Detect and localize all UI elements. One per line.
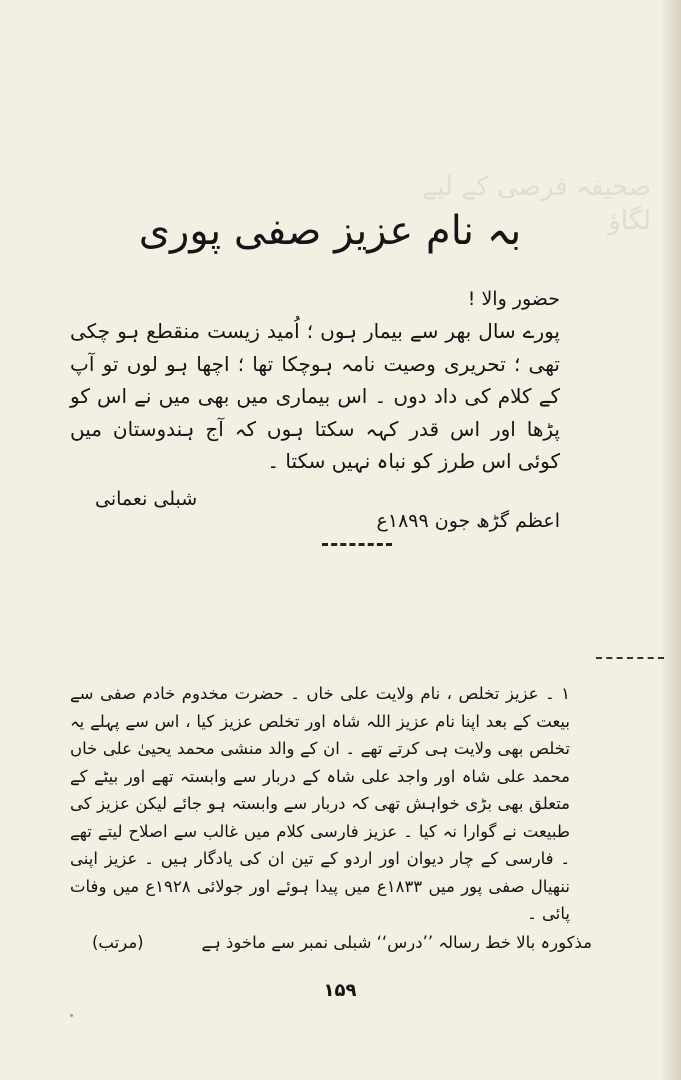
letter-body: پورے سال بھر سے بیمار ہوں ؛ اُمید زیست منقطع ہو چکی تھی ؛ تحریری وصیت نامہ ہوچکا تھا ؛ اچھا ہو لوں تو آپ کے کلام کی داد دوں ۔ اس بیماری میں بھی میں نے اس کو پڑھا اور اس قدر کہہ سکتا ہوں کہ آج ہندوستان میں کوئی اس طرز کو نباہ نہیں سکتا ۔ <box>70 319 560 473</box>
letter-title: بہ نام عزیز صفی پوری <box>138 208 522 254</box>
letter-dateline: اعظم گڑھ جون ۱۸۹۹ع <box>376 510 560 532</box>
letter-signature: شبلی نعمانی <box>95 488 198 510</box>
paper-speck <box>70 1014 73 1017</box>
section-divider <box>322 543 392 546</box>
source-note: مذکورہ بالا خط رسالہ ’’درس‘‘ شبلی نمبر سے ماخوذ ہے <box>201 933 592 952</box>
page-spine-shadow <box>663 0 681 1080</box>
footnote-text: ۱ ۔ عزیز تخلص ، نام ولایت علی خاں ۔ حضرت مخدوم خادم صفی سے بیعت کے بعد اپنا نام عزیز اللہ شاہ اور تخلص عزیز کیا ، اس سے پہلے یہ تخلص بھی ولایت ہی کرتے تھے ۔ ان کے والد منشی محمد یحییٰ علی خاں محمد علی شاہ اور واجد علی شاہ کے دربار سے وابستہ تھے اور بیٹے کے متعلق بھی بڑی خواہش تھی کہ دربار سے وابستہ ہو جائے لیکن عزیز کی طبیعت نے گوارا نہ کیا ۔ عزیز فارسی کلام میں غالب سے اصلاح لیتے تھے ۔ فارسی کے چار دیوان اور اردو کے تین ان کی یادگار ہیں ۔ عزیز اپنی ننھیال صفی پور میں ۱۸۳۳ع میں پیدا ہوئے اور جولائی ۱۹۲۸ع میں وفات پائی ۔ <box>70 684 570 923</box>
editor-tag: (مرتب) <box>92 933 144 952</box>
page-number: ۱۵۹ <box>323 980 357 1001</box>
footnote-source <box>92 929 592 956</box>
signature-row <box>95 486 560 532</box>
bleed-through-text: صحیفہ فرضی کے لیے لگاؤ <box>421 172 651 236</box>
letter-salutation: حضور والا ! <box>467 288 560 310</box>
footnote-rule <box>596 657 664 659</box>
